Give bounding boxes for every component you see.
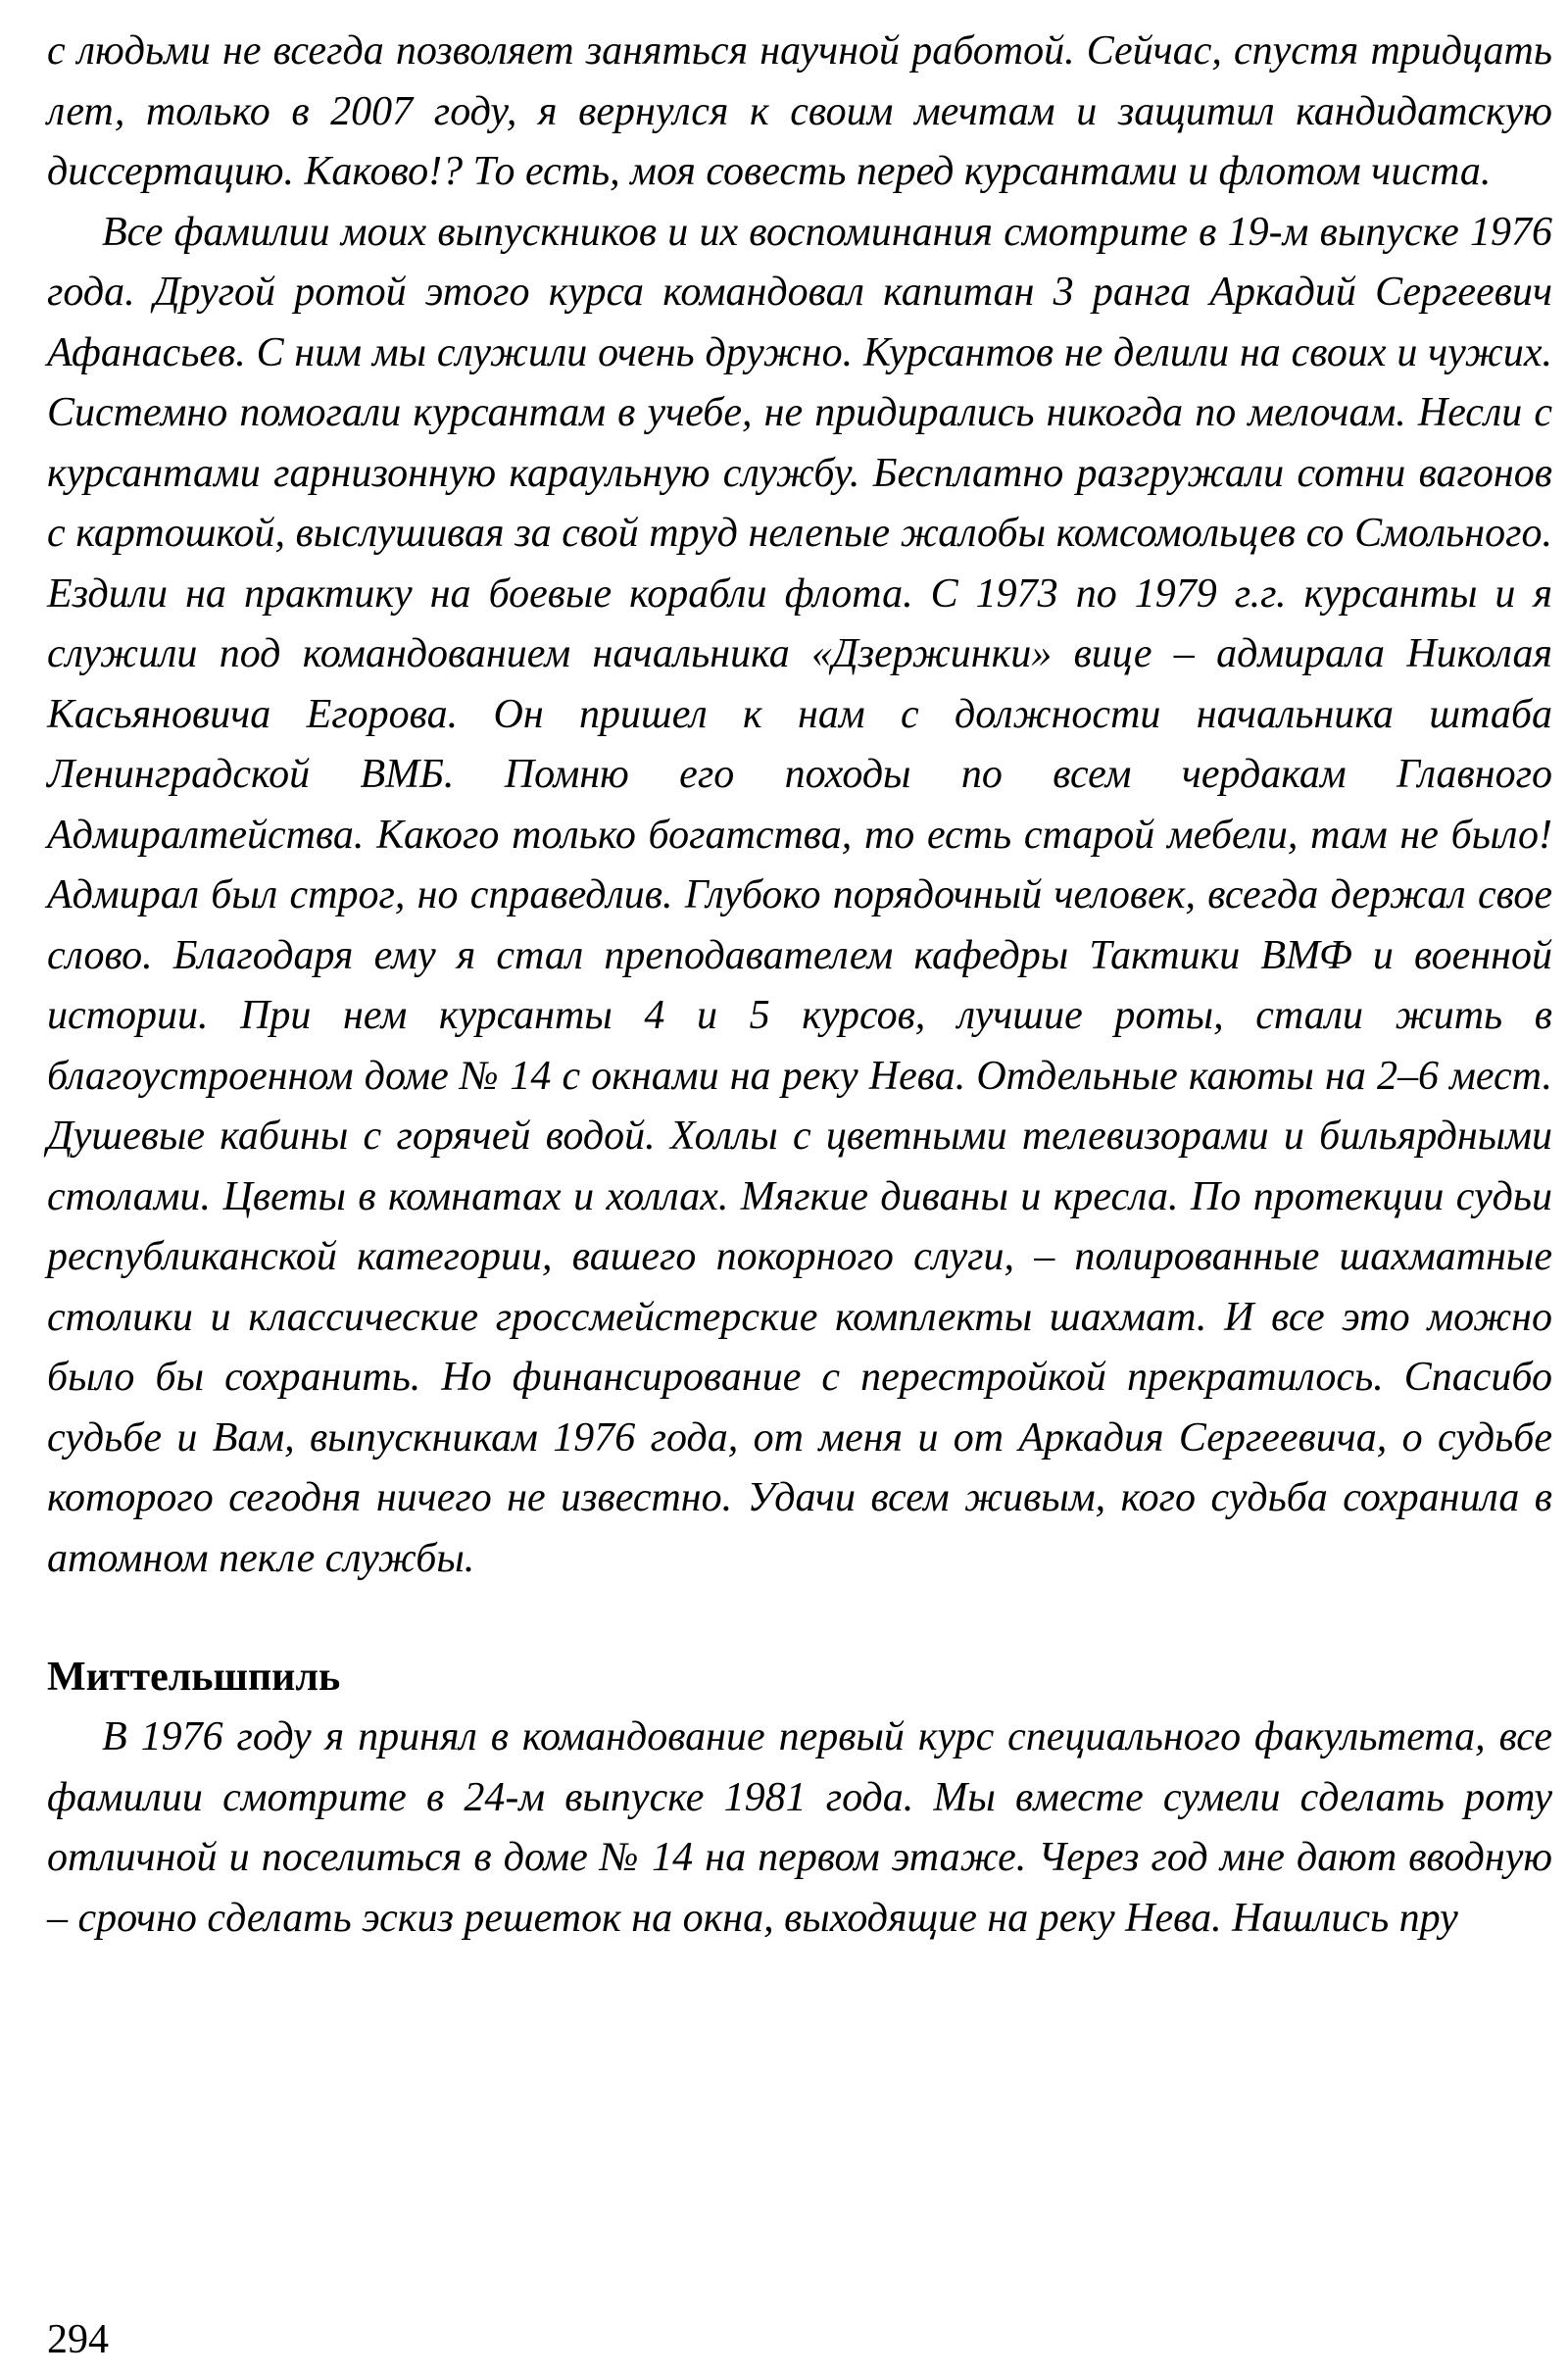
document-page (47, 22, 1552, 1949)
page-number: 294 (47, 2317, 109, 2362)
paragraph-graduates: Все фамилии моих выпускников и их воспоминания смотрите в 19-м выпуске 1976 года. Другой ротой этого курса командовал капитан 3 ранга Аркадий Сергеевич Афанасьев. С ним мы служили очень дружно. Курсантов не делили на своих и чужих. Системно помогали курсантам в учебе, не придирались никогда по мелочам. Несли с курсантами гарнизонную караульную службу. Бесплатно разгружали сотни вагонов с картошкой, выслушивая за свой труд нелепые жалобы комсомольцев со Смольного. Ездили на практику на боевые корабли флота. С 1973 по 1979 г.г. курсанты и я служили под командованием начальника «Дзержинки» вице – адмирала Николая Касьяновича Егорова. Он пришел к нам с должности начальника штаба Ленинградской ВМБ. Помню его походы по всем чердакам Главного Адмиралтейства. Какого только богатства, то есть старой мебели, там не было! Адмирал был строг, но справедлив. Глубоко порядочный человек, всегда держал свое слово. Благодаря ему я стал преподавателем кафедры Тактики ВМФ и военной истории. При нем курсанты 4 и 5 курсов, лучшие роты, стали жить в благоустроенном доме № 14 с окнами на реку Нева. Отдельные каюты на 2–6 мест. Душевые кабины с горячей водой. Холлы с цветными телевизорами и бильярдными столами. Цветы в комнатах и холлах. Мягкие диваны и кресла. По протекции судьи республиканской категории, вашего покорного слуги, – полированные шахматные столики и классические гроссмейстерские комплекты шахмат. И все это можно было бы сохранить. Но финансирование с перестройкой прекратилось. Спасибо судьбе и Вам, выпускникам 1976 года, от меня и от Аркадия Сергеевича, о судьбе которого сегодня ничего не известно. Удачи всем живым, кого судьба сохранила в атомном пекле службы. (47, 209, 1552, 1581)
section-heading: Миттельшпиль (47, 1655, 341, 1700)
paragraph-section-start: В 1976 году я принял в командование первый курс специального факультета, все фамилии смотрите в 24-м выпуске 1981 года. Мы вместе сумели сделать роту отличной и поселиться в доме № 14 на первом этаже. Через год мне дают вводную – срочно сделать эскиз решеток на окна, выходящие на реку Нева. Нашлись пру (47, 1714, 1552, 1941)
paragraph-continued: с людьми не всегда позволяет заняться научной работой. Сейчас, спустя тридцать лет, только в 2007 году, я вернулся к своим мечтам и защитил кандидатскую диссертацию. Каково!? То есть, моя совесть перед курсантами и флотом чиста. (47, 28, 1552, 194)
